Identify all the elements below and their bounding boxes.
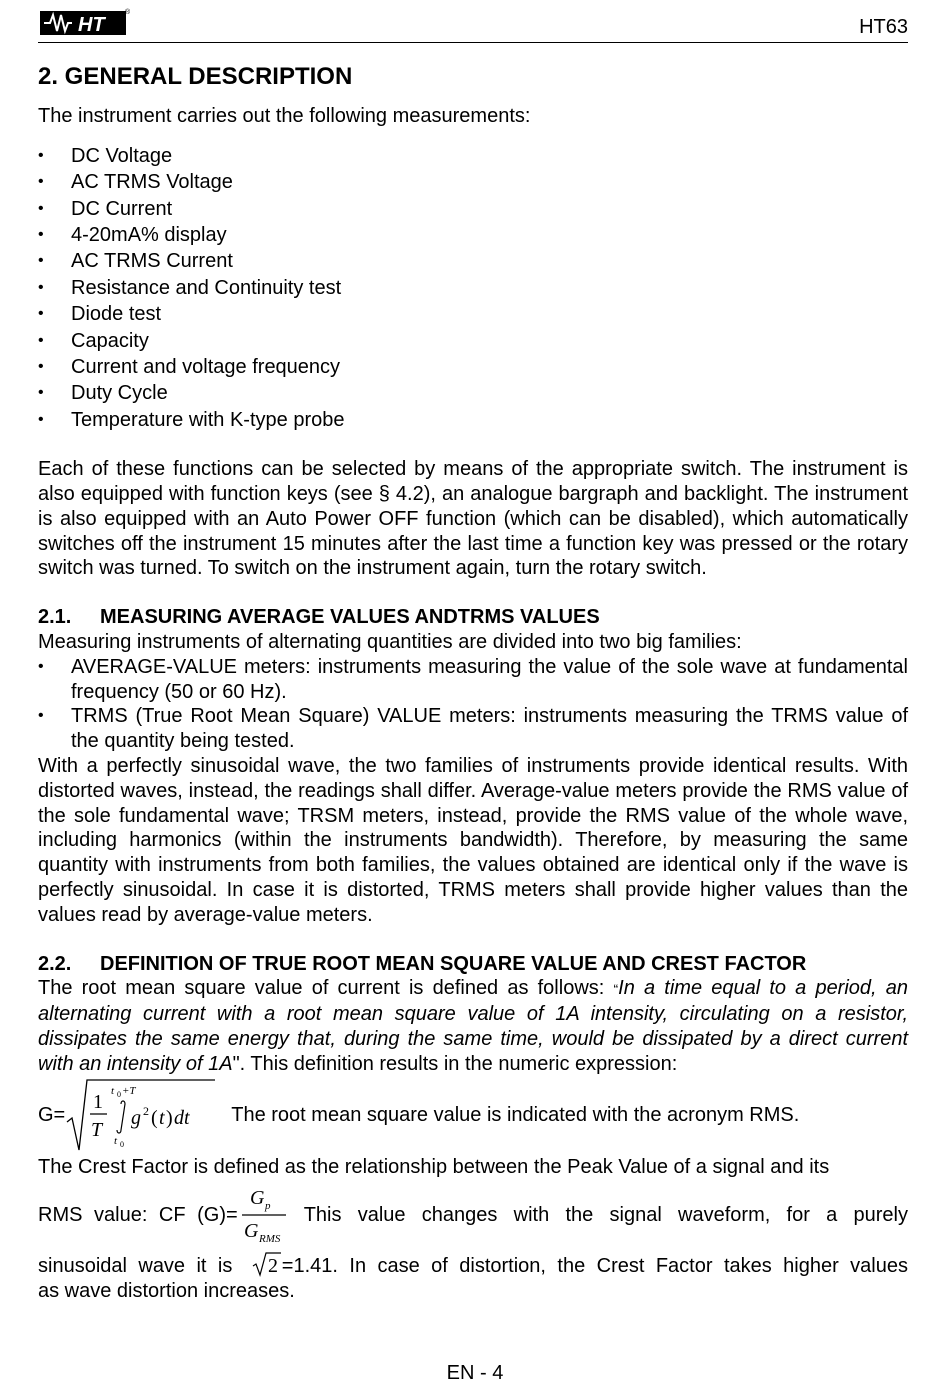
svg-text:G: G bbox=[249, 1187, 265, 1210]
families-list bbox=[38, 655, 908, 754]
crest-factor-line-3 bbox=[38, 1251, 908, 1279]
section-number: 2.2. bbox=[38, 952, 72, 975]
svg-text:1: 1 bbox=[93, 1090, 104, 1113]
svg-text:t: t bbox=[111, 1084, 115, 1097]
formula-description: The root mean square value is indicated with the acronym RMS. bbox=[231, 1104, 800, 1127]
list-item: • TRMS (True Root Mean Square) VALUE meters: instruments measuring the TRMS value of the quantity being tested. bbox=[38, 704, 908, 754]
svg-text:T: T bbox=[91, 1118, 103, 1141]
crest-factor-fraction bbox=[240, 1182, 290, 1248]
svg-text:G: G bbox=[243, 1220, 259, 1243]
list-item: • DC Voltage bbox=[38, 143, 908, 169]
list-item: • DC Current bbox=[38, 196, 908, 222]
svg-text:): ) bbox=[166, 1106, 173, 1129]
definition-text: The root mean square value of current is defined as follows: bbox=[38, 977, 614, 1000]
list-item: • AC TRMS Voltage bbox=[38, 169, 908, 195]
logo-text: HT bbox=[78, 14, 105, 36]
measurements-list bbox=[38, 143, 908, 433]
svg-text:RMS: RMS bbox=[258, 1233, 281, 1246]
page-header bbox=[38, 2, 908, 43]
content bbox=[38, 60, 908, 1304]
list-item: • Resistance and Continuity test bbox=[38, 275, 908, 301]
model-name: HT63 bbox=[859, 16, 908, 38]
section-number: 2.1. bbox=[38, 606, 72, 629]
section-title: MEASURING AVERAGE VALUES ANDTRMS VALUES bbox=[100, 606, 600, 629]
crest-prefix: RMS value: CF (G)= bbox=[38, 1203, 238, 1226]
formula-prefix: G= bbox=[38, 1104, 66, 1127]
svg-text:t: t bbox=[114, 1134, 118, 1147]
list-item: • Duty Cycle bbox=[38, 380, 908, 406]
section-2-intro: The instrument carries out the following measurements: bbox=[38, 105, 531, 127]
section-2-2-heading bbox=[38, 952, 908, 977]
crest-text-a: sinusoidal wave it is bbox=[38, 1255, 233, 1278]
list-item: • Current and voltage frequency bbox=[38, 354, 908, 380]
svg-text:+T: +T bbox=[122, 1084, 136, 1097]
list-item: • Diode test bbox=[38, 301, 908, 327]
svg-text:(: ( bbox=[151, 1106, 158, 1129]
crest-description: This value changes with the signal waveform, for a purely bbox=[303, 1203, 908, 1226]
section-2-paragraph: Each of these functions can be selected by means of the appropriate switch. The instrument is also equipped with function keys (see § 4.2), an analogue bargraph and backlight. The instrument is also equipped with an Auto Power OFF function (which can be disabled), which automatically switches off the instrument 15 minutes after the last time a function key was pressed or the rotary switch was turned. To switch on the instrument again, turn the rotary switch. bbox=[38, 458, 908, 580]
svg-text:t: t bbox=[159, 1106, 165, 1129]
list-item: • Capacity bbox=[38, 328, 908, 354]
crest-factor-formula-line bbox=[38, 1179, 908, 1251]
section-title: DEFINITION OF TRUE ROOT MEAN SQUARE VALUE AND CREST FACTOR bbox=[100, 952, 807, 975]
svg-text:g: g bbox=[131, 1106, 142, 1129]
list-item: • AVERAGE-VALUE meters: instruments measuring the value of the sole wave at fundamental frequency (50 or 60 Hz). bbox=[38, 655, 908, 705]
list-item: • Temperature with K-type probe bbox=[38, 407, 908, 433]
definition-text-end: ". This definition results in the numeric expression: bbox=[232, 1052, 678, 1075]
crest-text-b: =1.41. In case of distortion, the Crest Factor takes higher values bbox=[281, 1255, 908, 1278]
crest-factor-line-4: as wave distortion increases. bbox=[38, 1280, 295, 1303]
svg-text:dt: dt bbox=[174, 1106, 190, 1129]
page-number: EN - 4 bbox=[446, 1362, 504, 1384]
rms-definition bbox=[38, 976, 908, 1076]
list-item: • AC TRMS Current bbox=[38, 248, 908, 274]
svg-text:0: 0 bbox=[117, 1089, 122, 1099]
section-2-1-paragraph: With a perfectly sinusoidal wave, the two families of instruments provide identical results. With distorted waves, instead, the readings shall differ. Average-value meters provide the RMS value of the sole fundamental wave; TRSM meters, instead, provide the RMS value of the whole wave, including harmonics (within the instruments bandwidth). Therefore, by measuring the same quantity with instruments from both families, the values obtained are identical only if the wave is perfectly sinusoidal. In case it is distorted, TRMS meters shall provide higher values than the values read by average-value meters. bbox=[38, 755, 908, 926]
registered-mark: ® bbox=[125, 9, 130, 16]
svg-text:0: 0 bbox=[120, 1139, 125, 1149]
svg-text:2: 2 bbox=[143, 1103, 150, 1118]
rms-formula bbox=[65, 1078, 225, 1154]
sqrt-two-symbol bbox=[252, 1251, 282, 1277]
section-2-1-heading bbox=[38, 605, 908, 630]
svg-text:2: 2 bbox=[267, 1255, 278, 1278]
rms-formula-line bbox=[38, 1077, 908, 1155]
svg-text:p: p bbox=[264, 1200, 271, 1213]
list-item: • 4-20mA% display bbox=[38, 222, 908, 248]
section-2-1-intro: Measuring instruments of alternating quantities are divided into two big families: bbox=[38, 631, 742, 654]
definition-quote: In a time equal to a period, an alternating current with a root mean square value of 1A intensity, circulating on a resistor, dissipates the same energy that, during the same time, would be dissipated by a direct current with an intensity of 1A bbox=[38, 977, 908, 1075]
crest-factor-line-1: The Crest Factor is defined as the relationship between the Peak Value of a signal and its bbox=[38, 1155, 830, 1178]
section-2-title: 2. GENERAL DESCRIPTION bbox=[38, 63, 353, 90]
ht-logo bbox=[38, 8, 130, 38]
quote-mark: “ bbox=[613, 981, 619, 998]
